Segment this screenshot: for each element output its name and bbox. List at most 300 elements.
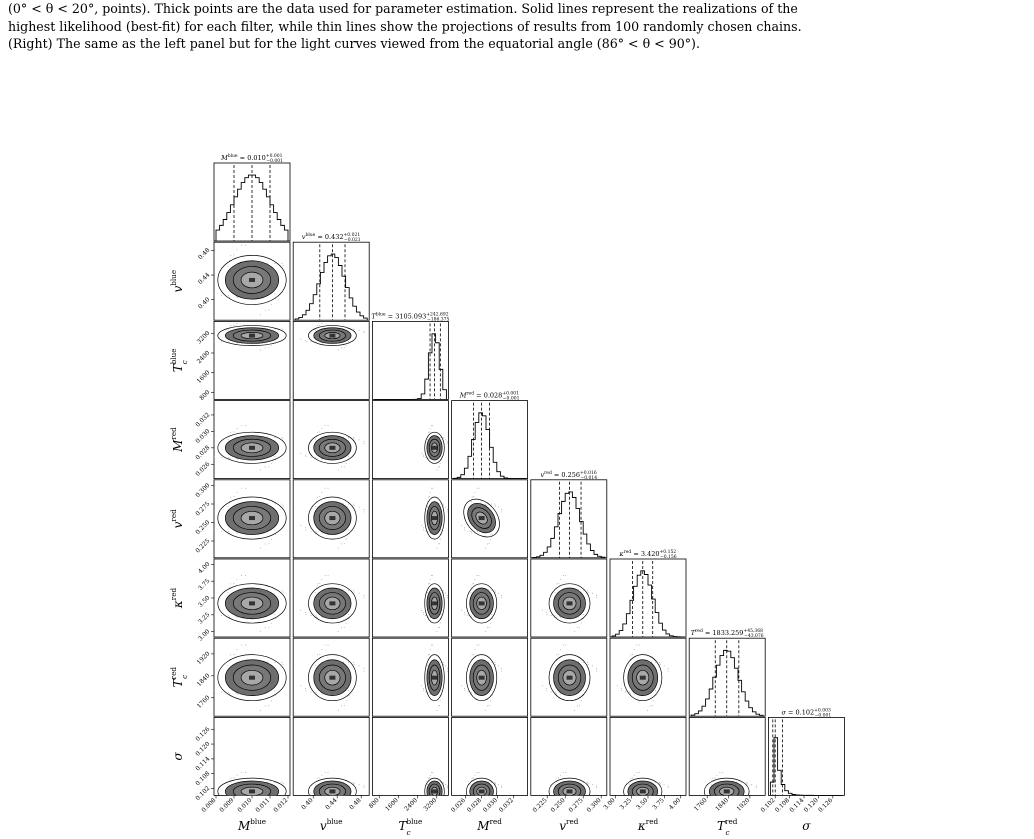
sample-point — [461, 525, 462, 526]
x-tick-label-sigma: 0.108 — [773, 796, 792, 814]
sample-point — [245, 575, 246, 576]
sample-point — [498, 665, 499, 666]
sample-point — [321, 775, 322, 776]
contour-panel-Tred-vs-vred — [531, 638, 607, 716]
sample-point — [260, 349, 261, 350]
density-peak — [329, 446, 335, 450]
contour-panel-vred-vs-Tblue — [372, 480, 448, 558]
density-peak — [249, 516, 255, 520]
sample-point — [501, 597, 502, 598]
sample-point — [478, 575, 479, 576]
hist-panel-sigma — [768, 717, 844, 795]
sample-point — [321, 800, 322, 801]
density-peak — [329, 334, 335, 338]
sample-point — [621, 797, 622, 798]
sample-point — [583, 798, 584, 799]
sample-point — [439, 466, 440, 467]
sample-point — [341, 627, 342, 628]
sample-point — [660, 664, 661, 665]
sample-point — [305, 527, 306, 528]
sample-point — [283, 664, 284, 665]
sample-point — [282, 263, 283, 264]
hist-panel-Tblue — [372, 321, 448, 399]
sample-point — [338, 470, 339, 471]
sample-point — [319, 496, 320, 497]
sample-point — [501, 671, 502, 672]
sample-point — [283, 592, 284, 593]
sample-point — [440, 804, 441, 805]
sample-point — [440, 539, 441, 540]
sample-point — [474, 492, 475, 493]
contour-panel-kred-vs-Mblue — [206, 559, 297, 637]
sample-point — [221, 295, 222, 296]
sample-point — [364, 443, 365, 444]
sample-point — [432, 575, 433, 576]
sample-point — [328, 488, 329, 489]
sample-point — [425, 615, 426, 616]
sample-point — [329, 798, 330, 799]
sample-point — [468, 799, 469, 800]
contour-panel-vred-vs-vblue — [293, 480, 369, 558]
sample-point — [447, 671, 448, 672]
caption-line-2: highest likelihood (best-fit) for each filter, while thin lines show the projections of results from 100 randomly chosen chains. — [8, 18, 802, 34]
sample-point — [639, 645, 640, 646]
title-Mred: $M^{red} = 0.028^{+0.001} -0.001$ — [459, 391, 520, 402]
sample-point — [359, 593, 360, 594]
sample-point — [230, 325, 231, 326]
sample-point — [558, 654, 559, 655]
sample-point — [565, 772, 566, 773]
sample-point — [354, 505, 355, 506]
sample-point — [429, 431, 430, 432]
sample-point — [353, 504, 354, 505]
sample-point — [245, 425, 246, 426]
hist-panel-vblue — [293, 242, 369, 320]
sample-point — [338, 710, 339, 711]
sample-point — [473, 583, 474, 584]
sample-point — [341, 467, 342, 468]
sample-point — [567, 798, 568, 799]
sample-point — [423, 690, 424, 691]
sample-point — [311, 531, 312, 532]
density-peak — [567, 601, 573, 605]
sample-point — [472, 497, 473, 498]
contour-panel-sigma-vs-Mred — [452, 717, 528, 810]
sample-point — [354, 783, 355, 784]
sample-point — [464, 527, 465, 528]
density-peak — [249, 676, 255, 680]
sample-point — [716, 800, 717, 801]
y-axis-label-Mred: $M^{red}$ — [169, 427, 185, 452]
sample-point — [326, 799, 327, 800]
sample-point — [636, 645, 637, 646]
sample-point — [447, 597, 448, 598]
contour-panel-kred-vs-vblue — [293, 559, 369, 637]
sample-point — [305, 612, 306, 613]
sample-point — [472, 583, 473, 584]
caption-line-3: (Right) The same as the left panel but for the light curves viewed from the equatorial angle (86° < θ < 90°). — [8, 36, 700, 52]
sample-point — [364, 332, 365, 333]
sample-point — [265, 627, 266, 628]
sample-point — [338, 810, 339, 811]
sample-point — [596, 597, 597, 598]
sample-point — [464, 614, 465, 615]
sample-point — [741, 798, 742, 799]
sample-point — [588, 783, 589, 784]
sample-point — [711, 799, 712, 800]
sample-point — [274, 798, 275, 799]
sample-point — [364, 441, 365, 442]
sample-point — [501, 787, 502, 788]
sample-point — [634, 800, 635, 801]
x-axis-label-Tred: $T^{red}$ c — [717, 817, 738, 837]
x-tick-label-vred: 0.275 — [567, 796, 585, 814]
sample-point — [659, 662, 660, 663]
sample-point — [364, 511, 365, 512]
sample-point — [542, 610, 543, 611]
sample-point — [473, 496, 474, 497]
contour-panel-Tred-vs-Tblue — [372, 638, 448, 716]
sample-point — [587, 782, 588, 783]
sample-point — [423, 530, 424, 531]
y-tick-label-Mred: 0.030 — [194, 427, 212, 445]
sample-point — [596, 671, 597, 672]
sample-point — [546, 612, 547, 613]
hist-panel-kred — [610, 559, 686, 637]
sample-point — [664, 784, 665, 785]
sample-point — [587, 662, 588, 663]
x-tick-label-kred: 3.75 — [651, 796, 666, 812]
sample-point — [319, 431, 320, 432]
sample-point — [423, 455, 424, 456]
y-tick-label-sigma: 0.114 — [194, 755, 212, 773]
sample-point — [271, 463, 272, 464]
sample-point — [341, 348, 342, 349]
sample-point — [237, 775, 238, 776]
sample-point — [260, 631, 261, 632]
sample-point — [445, 784, 446, 785]
sample-point — [438, 807, 439, 808]
sample-point — [436, 710, 437, 711]
sample-point — [230, 583, 231, 584]
sample-point — [359, 665, 360, 666]
density-peak — [249, 446, 255, 450]
sample-point — [311, 615, 312, 616]
sample-point — [346, 623, 347, 624]
sample-point — [472, 778, 473, 779]
sample-point — [632, 777, 633, 778]
sample-point — [421, 453, 422, 454]
sample-point — [716, 775, 717, 776]
sample-point — [364, 671, 365, 672]
contour-panel-Tblue-vs-vblue — [293, 321, 369, 399]
sample-point — [726, 796, 727, 797]
sample-point — [359, 507, 360, 508]
sample-point — [478, 645, 479, 646]
sample-point — [268, 807, 269, 808]
sample-point — [495, 664, 496, 665]
sample-point — [581, 623, 582, 624]
sample-point — [346, 700, 347, 701]
sample-point — [443, 664, 444, 665]
sample-point — [551, 799, 552, 800]
density-peak — [640, 676, 646, 680]
density-peak — [432, 676, 438, 680]
sample-point — [588, 664, 589, 665]
sample-point — [321, 428, 322, 429]
sample-point — [364, 786, 365, 787]
density-peak — [479, 676, 485, 680]
sample-point — [230, 255, 231, 256]
sample-point — [423, 688, 424, 689]
sample-point — [436, 470, 437, 471]
sample-point — [431, 645, 432, 646]
sample-point — [425, 457, 426, 458]
sample-point — [237, 492, 238, 493]
sample-point — [501, 595, 502, 596]
sample-point — [233, 325, 234, 326]
contour-panel-Mred-vs-Mblue — [206, 401, 297, 479]
sample-point — [440, 700, 441, 701]
x-axis-label-kred: $\kappa^{red}$ — [637, 817, 659, 833]
density-peak — [479, 601, 485, 605]
sample-point — [464, 688, 465, 689]
sample-point — [487, 705, 488, 706]
density-peak — [249, 789, 255, 793]
y-tick-label-kred: 3.25 — [197, 611, 212, 626]
sample-point — [577, 705, 578, 706]
sample-point — [487, 627, 488, 628]
sample-point — [447, 668, 448, 669]
sample-point — [712, 778, 713, 779]
density-peak — [479, 789, 485, 793]
x-tick-label-sigma: 0.126 — [817, 796, 835, 814]
sample-point — [221, 692, 222, 693]
caption-line-1: (0° < θ < 20°, points). Thick points are the data used for parameter estimation. Solid lines represent the realizations of the — [8, 1, 798, 16]
sample-point — [443, 782, 444, 783]
sample-point — [300, 610, 301, 611]
sample-point — [338, 631, 339, 632]
sample-point — [653, 700, 654, 701]
sample-point — [348, 798, 349, 799]
sample-point — [660, 783, 661, 784]
sample-point — [447, 595, 448, 596]
sample-point — [581, 700, 582, 701]
x-tick-label-vblue: 0.48 — [348, 796, 363, 812]
sample-point — [592, 665, 593, 666]
sample-point — [338, 349, 339, 350]
sample-point — [445, 439, 446, 440]
sample-point — [346, 804, 347, 805]
sample-point — [245, 488, 246, 489]
x-tick-label-Tblue: 800 — [367, 796, 381, 810]
sample-point — [464, 690, 465, 691]
sample-point — [477, 645, 478, 646]
sample-point — [241, 245, 242, 246]
sample-point — [319, 654, 320, 655]
sample-point — [354, 592, 355, 593]
sample-point — [300, 525, 301, 526]
sample-point — [621, 688, 622, 689]
x-axis-label-Mred: $M^{red}$ — [477, 817, 502, 833]
density-peak — [432, 516, 438, 520]
sample-point — [241, 645, 242, 646]
panel-frame — [768, 717, 844, 795]
sample-point — [300, 685, 301, 686]
sample-point — [468, 531, 469, 532]
sample-point — [588, 592, 589, 593]
sample-point — [498, 507, 499, 508]
sample-point — [317, 325, 318, 326]
sample-point — [443, 783, 444, 784]
y-tick-label-vred: 0.250 — [194, 518, 212, 537]
sample-point — [268, 627, 269, 628]
sample-point — [563, 645, 564, 646]
x-tick-label-Mblue: 0.010 — [236, 796, 254, 814]
sample-point — [494, 504, 495, 505]
contour-panel-Tred-vs-Mred — [452, 638, 528, 716]
sample-point — [230, 432, 231, 433]
sample-point — [722, 772, 723, 773]
density-peak — [567, 676, 573, 680]
sample-point — [306, 690, 307, 691]
x-tick-label-Tblue: 2400 — [403, 796, 420, 813]
sample-point — [230, 654, 231, 655]
sample-point — [489, 627, 490, 628]
sample-point — [441, 801, 442, 802]
sample-point — [438, 705, 439, 706]
sample-point — [344, 807, 345, 808]
sample-point — [428, 497, 429, 498]
title-vred: $v^{red} = 0.256^{+0.016} -0.014$ — [540, 470, 598, 481]
sample-point — [349, 801, 350, 802]
sample-point — [596, 595, 597, 596]
density-peak — [724, 789, 730, 793]
sample-point — [558, 583, 559, 584]
sample-point — [321, 323, 322, 324]
sample-point — [746, 782, 747, 783]
sample-point — [478, 488, 479, 489]
x-tick-label-Mred: 0.030 — [481, 796, 500, 814]
sample-point — [260, 548, 261, 549]
y-tick-label-vred: 0.275 — [194, 500, 212, 518]
sample-point — [592, 593, 593, 594]
sample-point — [364, 509, 365, 510]
y-tick-label-vblue: 0.48 — [197, 246, 212, 262]
sample-point — [344, 627, 345, 628]
sample-point — [485, 631, 486, 632]
sample-point — [233, 583, 234, 584]
sample-point — [282, 328, 283, 329]
x-tick-label-Tred: 1840 — [714, 796, 730, 813]
sample-point — [427, 799, 428, 800]
sample-point — [283, 329, 284, 330]
contour-panel-Mred-vs-Tblue — [372, 401, 448, 479]
title-Tblue: $T^{blue} = 3105.093^{+242.692} -186.375$ — [371, 312, 450, 323]
sample-point — [206, 796, 207, 797]
sample-point — [443, 505, 444, 506]
sample-point — [271, 304, 272, 305]
sample-point — [260, 314, 261, 315]
sample-point — [265, 705, 266, 706]
sample-point — [556, 583, 557, 584]
sample-point — [431, 425, 432, 426]
sample-point — [478, 772, 479, 773]
sample-point — [347, 802, 348, 803]
sample-point — [494, 590, 495, 591]
sample-point — [260, 710, 261, 711]
y-tick-label-Mred: 0.026 — [194, 460, 212, 478]
sample-point — [271, 539, 272, 540]
sample-point — [429, 777, 430, 778]
sample-point — [325, 425, 326, 426]
density-peak — [329, 516, 335, 520]
sample-point — [440, 463, 441, 464]
x-tick-label-Mred: 0.032 — [497, 796, 516, 814]
sample-point — [423, 456, 424, 457]
y-tick-label-Tred: 1760 — [195, 694, 212, 710]
sample-point — [551, 692, 552, 693]
title-sigma: $\sigma = 0.102^{+0.003} -0.001$ — [781, 708, 832, 719]
sample-point — [268, 347, 269, 348]
sample-point — [445, 593, 446, 594]
sample-point — [305, 688, 306, 689]
sample-point — [268, 309, 269, 310]
sample-point — [282, 782, 283, 783]
y-tick-label-Tred: 1840 — [195, 672, 212, 689]
sample-point — [447, 786, 448, 787]
hist-panel-Mblue — [214, 163, 290, 241]
contour-panel-sigma-vs-vblue — [293, 717, 369, 810]
sample-point — [272, 802, 273, 803]
sample-point — [447, 441, 448, 442]
sample-point — [468, 615, 469, 616]
sample-point — [664, 665, 665, 666]
sample-point — [271, 804, 272, 805]
sample-point — [440, 623, 441, 624]
sample-point — [634, 649, 635, 650]
sample-point — [471, 800, 472, 801]
sample-point — [321, 649, 322, 650]
sample-point — [364, 331, 365, 332]
sample-point — [245, 245, 246, 246]
sample-point — [490, 623, 491, 624]
y-tick-label-vred: 0.225 — [194, 537, 212, 555]
sample-point — [432, 772, 433, 773]
sample-point — [498, 784, 499, 785]
sample-point — [271, 700, 272, 701]
sample-point — [474, 579, 475, 580]
sample-point — [501, 511, 502, 512]
panel-frame — [610, 559, 686, 637]
sample-point — [421, 525, 422, 526]
sample-point — [354, 329, 355, 330]
sample-point — [447, 787, 448, 788]
sample-point — [719, 772, 720, 773]
sample-point — [439, 705, 440, 706]
x-tick-label-sigma: 0.120 — [802, 796, 820, 814]
x-axis-label-vred: $v^{red}$ — [559, 817, 579, 833]
sample-point — [659, 782, 660, 783]
sample-point — [319, 325, 320, 326]
sample-point — [474, 775, 475, 776]
sample-point — [438, 544, 439, 545]
sample-point — [633, 800, 634, 801]
contour-panel-kred-vs-Mred — [452, 559, 528, 637]
sample-point — [221, 531, 222, 532]
sample-point — [546, 688, 547, 689]
sample-point — [563, 772, 564, 773]
